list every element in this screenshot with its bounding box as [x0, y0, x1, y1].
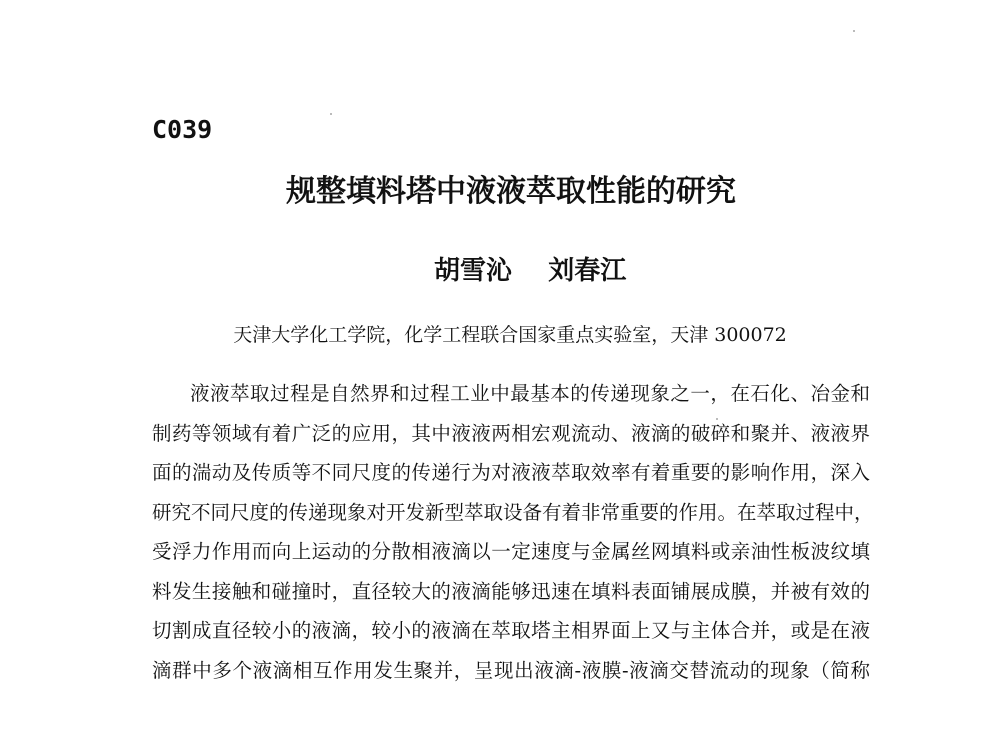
body-line-3: 面的湍动及传质等不同尺度的传递行为对液液萃取效率有着重要的影响作用，深入 [152, 461, 870, 484]
scan-speck [716, 418, 718, 420]
body-paragraph [152, 374, 874, 690]
body-line-4: 研究不同尺度的传递现象对开发新型萃取设备有着非常重要的作用。在萃取过程中， [152, 500, 874, 524]
body-line-7: 切割成直径较小的液滴，较小的液滴在萃取塔主相界面上又与主体合并，或是在液 [152, 619, 870, 642]
body-line-5: 受浮力作用而向上运动的分散相液滴以一定速度与金属丝网填料或亲油性板波纹填 [152, 540, 870, 563]
body-line-6: 料发生接触和碰撞时，直径较大的液滴能够迅速在填料表面铺展成膜，并被有效的 [152, 579, 870, 603]
body-line-8: 滴群中多个液滴相互作用发生聚并，呈现出液滴-液膜-液滴交替流动的现象（简称 [152, 658, 870, 682]
paper-code: C039 [152, 115, 213, 144]
paper-title: 规整填料塔中液液萃取性能的研究 [286, 174, 736, 209]
body-line-2: 制药等领域有着广泛的应用，其中液液两相宏观流动、液滴的破碎和聚并、液液界 [152, 421, 870, 445]
body-line-1: 液液萃取过程是自然界和过程工业中最基本的传递现象之一，在石化、冶金和 [190, 382, 870, 405]
paper-authors: 胡雪沁 刘春江 [434, 256, 627, 286]
paper-affiliation: 天津大学化工学院，化学工程联合国家重点实验室，天津 300072 [233, 324, 787, 346]
scan-speck [330, 113, 332, 115]
scan-speck [853, 30, 855, 32]
